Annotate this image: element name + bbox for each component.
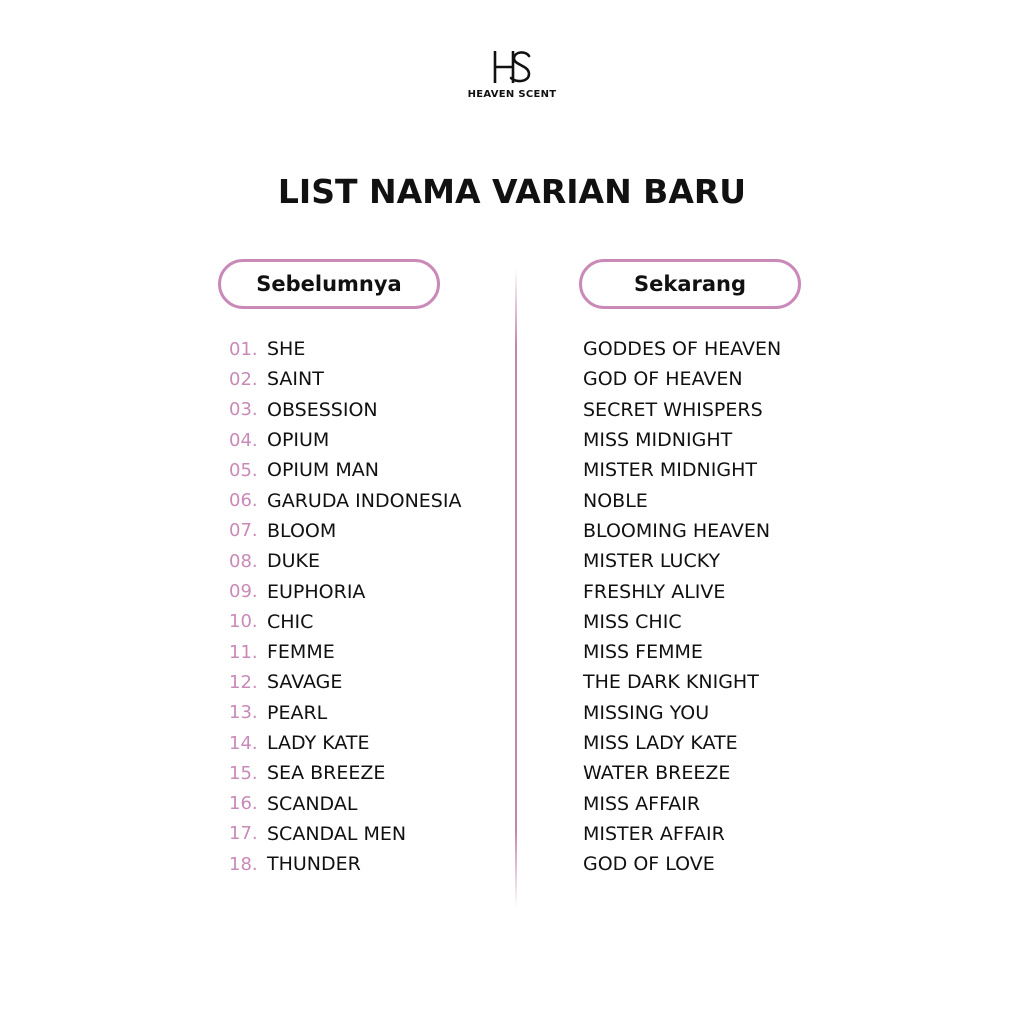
new-variant-name: MISTER MIDNIGHT — [583, 459, 757, 482]
brand-logo — [0, 48, 1024, 100]
hs-monogram-logo — [489, 48, 535, 86]
item-number: 06. — [229, 490, 258, 512]
list-item — [229, 849, 461, 879]
item-number: 01. — [229, 338, 258, 360]
list-item — [229, 607, 461, 637]
old-variant-name: SHE — [267, 338, 306, 361]
old-variant-name: EUPHORIA — [267, 580, 366, 603]
item-number: 13. — [229, 702, 258, 724]
list-item — [583, 425, 781, 455]
old-variant-name: THUNDER — [267, 853, 361, 876]
list-item — [229, 667, 461, 697]
list-item — [583, 637, 781, 667]
before-list — [229, 334, 461, 879]
after-column-header: Sekarang — [579, 259, 801, 309]
list-item — [229, 758, 461, 788]
list-item — [229, 395, 461, 425]
list-item — [583, 576, 781, 606]
old-variant-name: OPIUM — [267, 429, 330, 452]
old-variant-name: FEMME — [267, 641, 335, 664]
item-number: 05. — [229, 459, 258, 481]
list-item — [229, 637, 461, 667]
list-item — [229, 819, 461, 849]
old-variant-name: GARUDA INDONESIA — [267, 489, 462, 512]
item-number: 08. — [229, 550, 258, 572]
new-variant-name: MISS FEMME — [583, 641, 703, 664]
list-item — [583, 455, 781, 485]
list-item — [583, 788, 781, 818]
new-variant-name: MISS MIDNIGHT — [583, 429, 733, 452]
list-item — [229, 485, 461, 515]
brand-name: HEAVEN SCENT — [467, 89, 557, 100]
before-column-header: Sebelumnya — [218, 259, 440, 309]
item-number: 14. — [229, 732, 258, 754]
item-number: 07. — [229, 520, 258, 542]
list-item — [583, 849, 781, 879]
item-number: 15. — [229, 762, 258, 784]
new-variant-name: GODDES OF HEAVEN — [583, 338, 782, 361]
item-number: 10. — [229, 611, 258, 633]
list-item — [583, 728, 781, 758]
item-number: 17. — [229, 823, 258, 845]
item-number: 12. — [229, 671, 258, 693]
list-item — [229, 728, 461, 758]
item-number: 03. — [229, 399, 258, 421]
new-variant-name: MISTER AFFAIR — [583, 822, 725, 845]
new-variant-name: GOD OF HEAVEN — [583, 368, 743, 391]
list-item — [583, 516, 781, 546]
list-item — [583, 698, 781, 728]
list-item — [229, 546, 461, 576]
old-variant-name: OBSESSION — [267, 398, 378, 421]
list-item — [229, 516, 461, 546]
list-item — [583, 758, 781, 788]
list-item — [229, 455, 461, 485]
old-variant-name: SAVAGE — [267, 671, 343, 694]
old-variant-name: DUKE — [267, 550, 321, 573]
list-item — [583, 607, 781, 637]
new-variant-name: MISTER LUCKY — [583, 550, 721, 573]
old-variant-name: BLOOM — [267, 519, 337, 542]
item-number: 09. — [229, 581, 258, 603]
item-number: 02. — [229, 368, 258, 390]
item-number: 04. — [229, 429, 258, 451]
item-number: 16. — [229, 793, 258, 815]
new-variant-name: MISSING YOU — [583, 701, 710, 724]
old-variant-name: PEARL — [267, 701, 328, 724]
list-item — [229, 576, 461, 606]
list-item — [229, 788, 461, 818]
item-number: 18. — [229, 853, 258, 875]
new-variant-name: THE DARK KNIGHT — [583, 671, 759, 694]
new-variant-name: GOD OF LOVE — [583, 853, 715, 876]
new-variant-name: FRESHLY ALIVE — [583, 580, 726, 603]
old-variant-name: SCANDAL MEN — [267, 822, 407, 845]
list-item — [583, 364, 781, 394]
list-item — [229, 425, 461, 455]
old-variant-name: SEA BREEZE — [267, 762, 386, 785]
list-item — [229, 698, 461, 728]
list-item — [583, 485, 781, 515]
old-variant-name: SAINT — [267, 368, 324, 391]
list-item — [583, 546, 781, 576]
old-variant-name: CHIC — [267, 610, 314, 633]
list-item — [583, 334, 781, 364]
column-divider — [515, 268, 517, 908]
list-item — [583, 819, 781, 849]
list-item — [229, 334, 461, 364]
new-variant-name: MISS CHIC — [583, 610, 682, 633]
new-variant-name: MISS AFFAIR — [583, 792, 701, 815]
list-item — [583, 667, 781, 697]
new-variant-name: SECRET WHISPERS — [583, 398, 763, 421]
old-variant-name: OPIUM MAN — [267, 459, 379, 482]
list-item — [583, 395, 781, 425]
new-variant-name: BLOOMING HEAVEN — [583, 519, 771, 542]
page-title: LIST NAMA VARIAN BARU — [277, 172, 747, 211]
list-item — [229, 364, 461, 394]
item-number: 11. — [229, 641, 258, 663]
after-list — [583, 334, 781, 879]
new-variant-name: WATER BREEZE — [583, 762, 731, 785]
new-variant-name: NOBLE — [583, 489, 648, 512]
old-variant-name: LADY KATE — [267, 732, 370, 754]
old-variant-name: SCANDAL — [267, 792, 358, 815]
new-variant-name: MISS LADY KATE — [583, 732, 738, 754]
